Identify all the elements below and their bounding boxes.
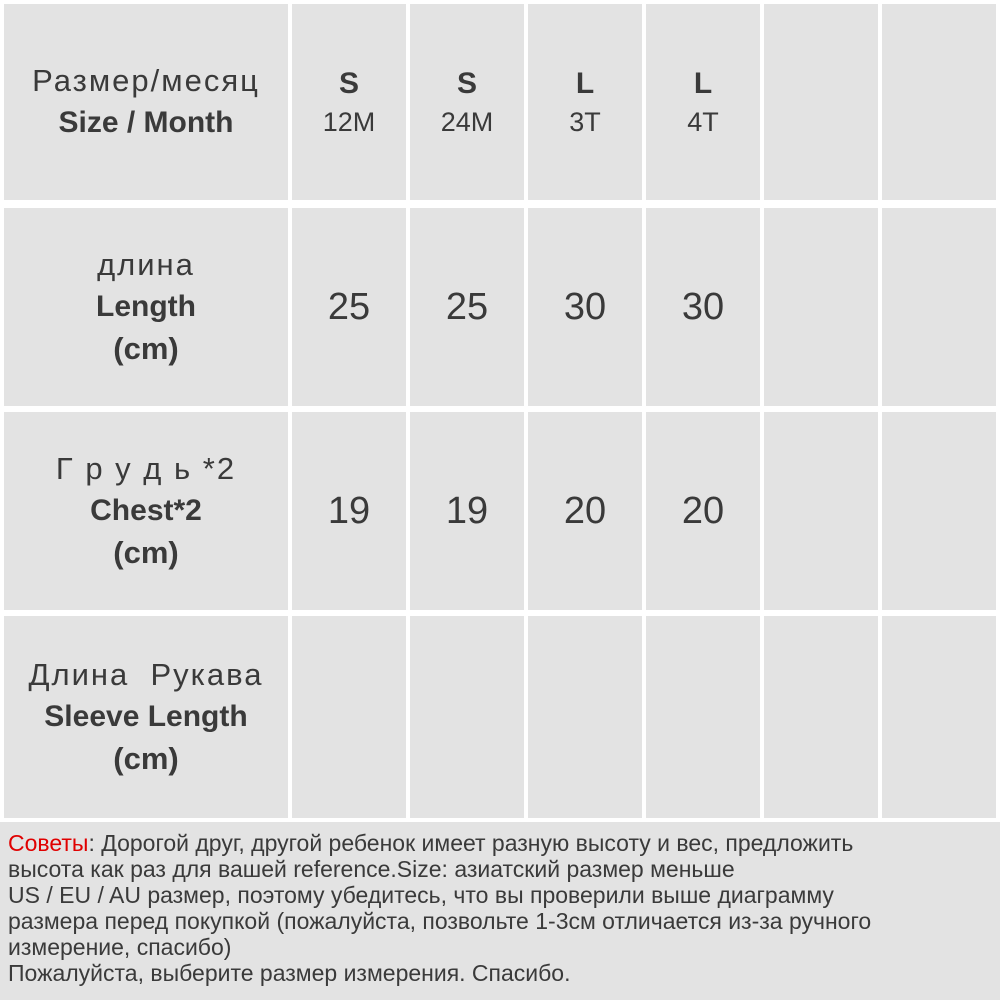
row-ru-label: Г р у д ь *2 xyxy=(55,451,237,486)
value-cell: 30 xyxy=(528,208,642,406)
value-cell: 25 xyxy=(410,208,524,406)
size-letter: S xyxy=(456,67,477,100)
empty-cell xyxy=(882,412,996,610)
tips-line: измерение, спасибо) xyxy=(8,934,232,960)
row-unit-label: (cm) xyxy=(113,741,179,776)
value-cell xyxy=(410,616,524,818)
size-age: 3T xyxy=(569,107,601,137)
tips-line: US / EU / AU размер, поэтому убедитесь, что вы проверили выше диаграмму xyxy=(8,882,834,908)
empty-cell xyxy=(764,412,878,610)
value-cell: 25 xyxy=(292,208,406,406)
row-unit-label: (cm) xyxy=(113,331,179,366)
value-cell: 20 xyxy=(646,412,760,610)
empty-cell xyxy=(882,208,996,406)
tips-label: Советы xyxy=(8,830,89,856)
row-ru-label: Длина Рукава xyxy=(28,657,264,692)
empty-cell xyxy=(882,4,996,200)
value-cell xyxy=(646,616,760,818)
row-en-label: Sleeve Length xyxy=(44,700,248,733)
empty-cell xyxy=(764,208,878,406)
size-letter: L xyxy=(575,67,595,100)
header-size-month-cell xyxy=(4,4,288,200)
row-en-label: Chest*2 xyxy=(90,494,202,527)
size-header-cell xyxy=(410,4,524,200)
size-age: 24M xyxy=(440,107,494,137)
size-letter: S xyxy=(338,67,359,100)
tips-note xyxy=(0,822,1000,1000)
row-en-label: Length xyxy=(96,290,196,323)
value-cell: 19 xyxy=(410,412,524,610)
value-cell xyxy=(528,616,642,818)
tips-line: высота как раз для вашей reference.Size: азиатский размер меньше xyxy=(8,856,735,882)
row-unit-label: (cm) xyxy=(113,535,179,570)
empty-cell xyxy=(882,616,996,818)
value-cell xyxy=(292,616,406,818)
value-cell: 20 xyxy=(528,412,642,610)
tips-line xyxy=(8,830,992,856)
header-ru-label: Размер/месяц xyxy=(32,63,260,98)
header-en-label: Size / Month xyxy=(58,106,234,139)
size-age: 4T xyxy=(687,107,719,137)
row-ru-label: длина xyxy=(97,247,195,282)
size-letter: L xyxy=(693,67,713,100)
row-header-chest xyxy=(4,412,288,610)
size-header-cell xyxy=(528,4,642,200)
tips-line: Пожалуйста, выберите размер измерения. Спасибо. xyxy=(8,960,571,986)
tips-text: : Дорогой друг, другой ребенок имеет разную высоту и вес, предложить xyxy=(88,830,854,856)
size-header-cell xyxy=(646,4,760,200)
value-cell: 30 xyxy=(646,208,760,406)
row-header-sleeve-length xyxy=(4,616,288,818)
value-cell: 19 xyxy=(292,412,406,610)
empty-cell xyxy=(764,4,878,200)
empty-cell xyxy=(764,616,878,818)
size-age: 12M xyxy=(322,107,376,137)
row-header-length xyxy=(4,208,288,406)
size-header-cell xyxy=(292,4,406,200)
tips-line: размера перед покупкой (пожалуйста, позвольте 1-3см отличается из-за ручного xyxy=(8,908,872,934)
